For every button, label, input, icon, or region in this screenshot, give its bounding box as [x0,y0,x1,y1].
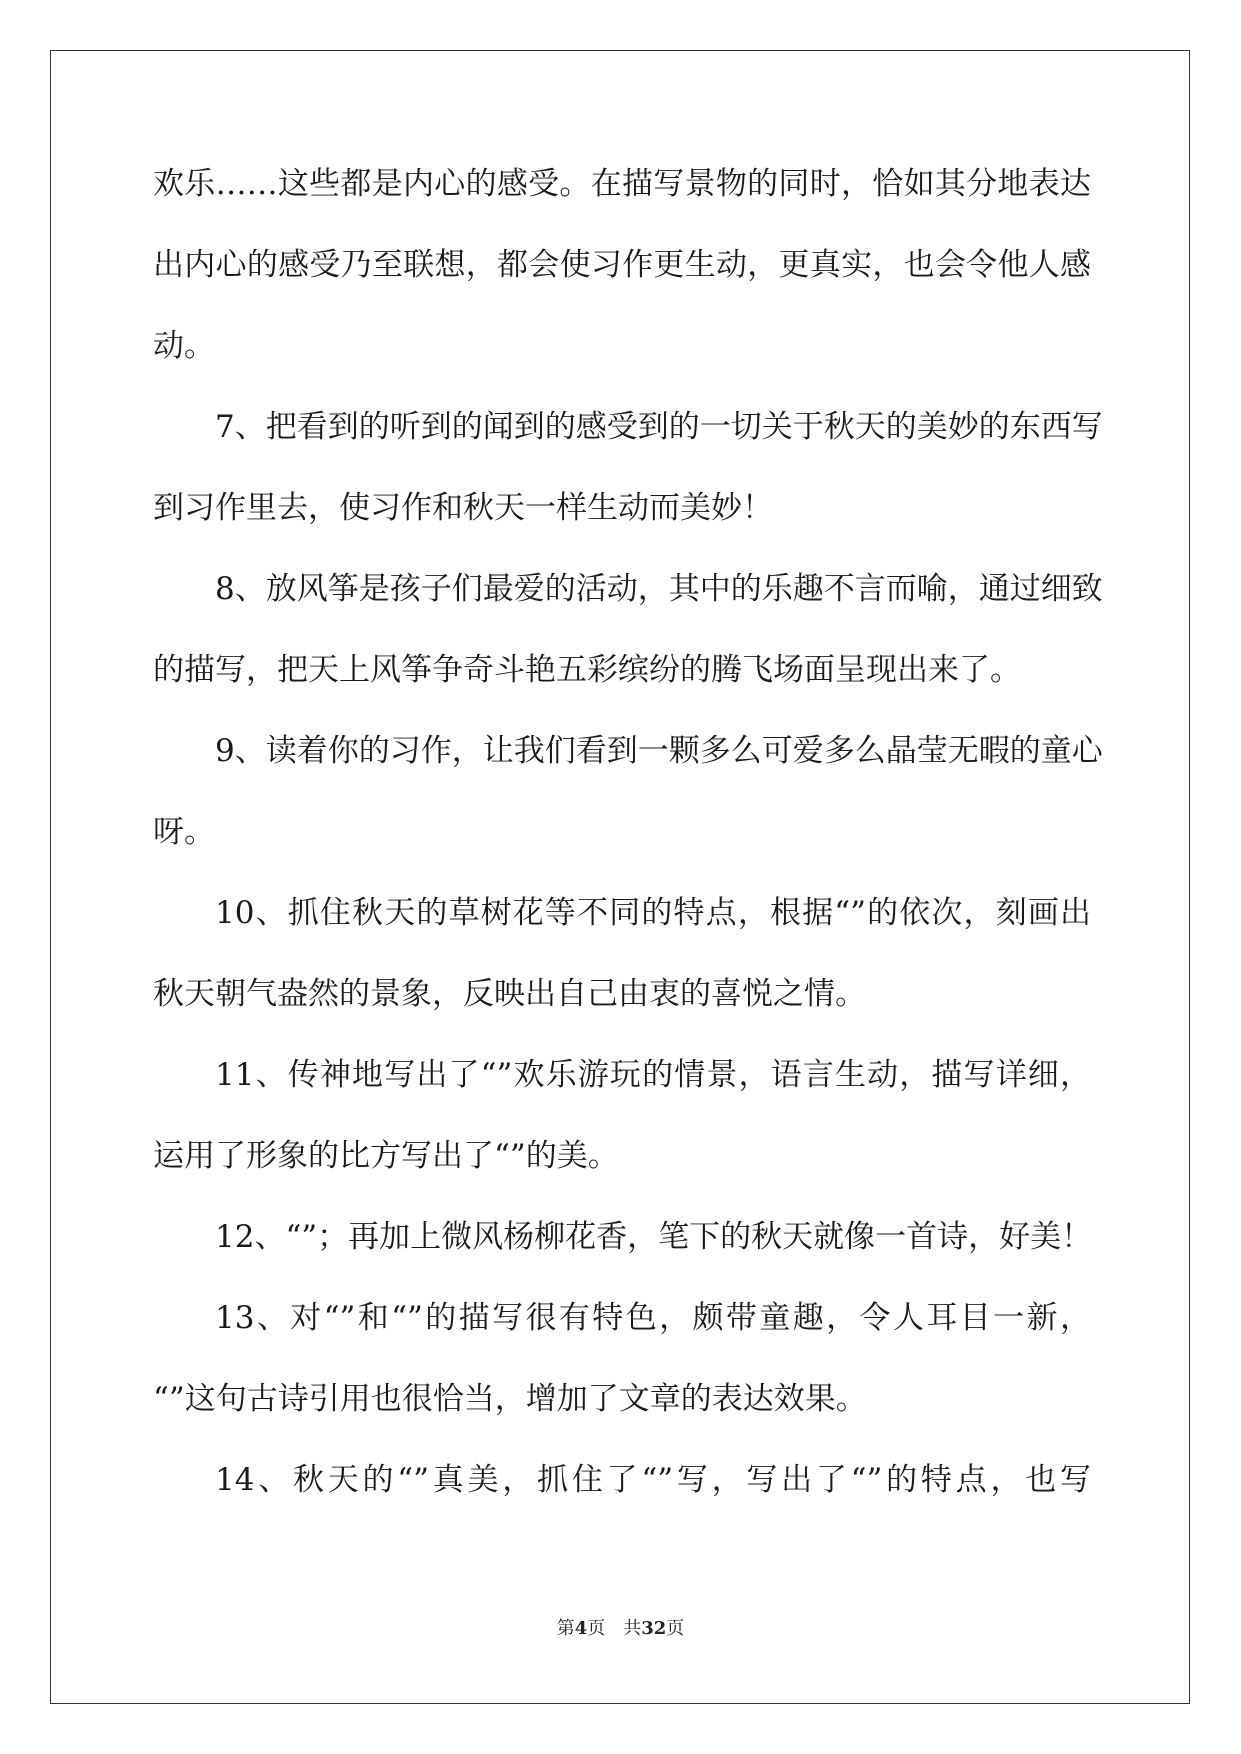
text-line: 12、“”；再加上微风杨柳花香，笔下的秋天就像一首诗，好美！ [215,1219,1093,1255]
text-line: 呀。 [153,814,215,850]
footer-prefix: 第 [556,1618,575,1639]
text-line: 7、把看到的听到的闻到的感受到的一切关于秋天的美妙的东西写 [215,409,1103,445]
text-line: 秋天朝气盎然的景象，反映出自己由衷的喜悦之情。 [153,976,866,1012]
footer-suffix: 页 [666,1618,685,1639]
text-line: 欢乐……这些都是内心的感受。在描写景物的同时，恰如其分地表达 [153,166,1091,202]
text-line: “”这句古诗引用也很恰当，增加了文章的表达效果。 [153,1381,867,1417]
text-line: 8、放风筝是孩子们最爱的活动，其中的乐趣不言而喻，通过细致 [215,571,1103,607]
total-page-count: 32 [641,1618,667,1639]
text-line: 到习作里去，使习作和秋天一样生动而美妙！ [153,490,773,526]
text-line: 出内心的感受乃至联想，都会使习作更生动，更真实，也会令他人感 [153,247,1091,283]
text-line: 14、秋天的“”真美，抓住了“”写，写出了“”的特点，也写 [215,1462,1091,1498]
text-line: 13、对“”和“”的描写很有特色，颇带童趣，令人耳目一新， [215,1300,1091,1336]
current-page-number: 4 [574,1618,588,1639]
text-line: 10、抓住秋天的草树花等不同的特点，根据“”的依次，刻画出 [215,895,1091,931]
footer-middle: 页 共 [587,1618,642,1639]
text-line: 的描写，把天上风筝争奇斗艳五彩缤纷的腾飞场面呈现出来了。 [153,652,1021,688]
page-footer [0,1614,1241,1640]
document-body [153,160,1103,1537]
text-line: 运用了形象的比方写出了“”的美。 [153,1138,619,1174]
text-line: 11、传神地写出了“”欢乐游玩的情景，语言生动，描写详细， [215,1057,1091,1093]
text-line: 动。 [153,328,215,364]
text-line: 9、读着你的习作，让我们看到一颗多么可爱多么晶莹无暇的童心 [215,733,1103,769]
